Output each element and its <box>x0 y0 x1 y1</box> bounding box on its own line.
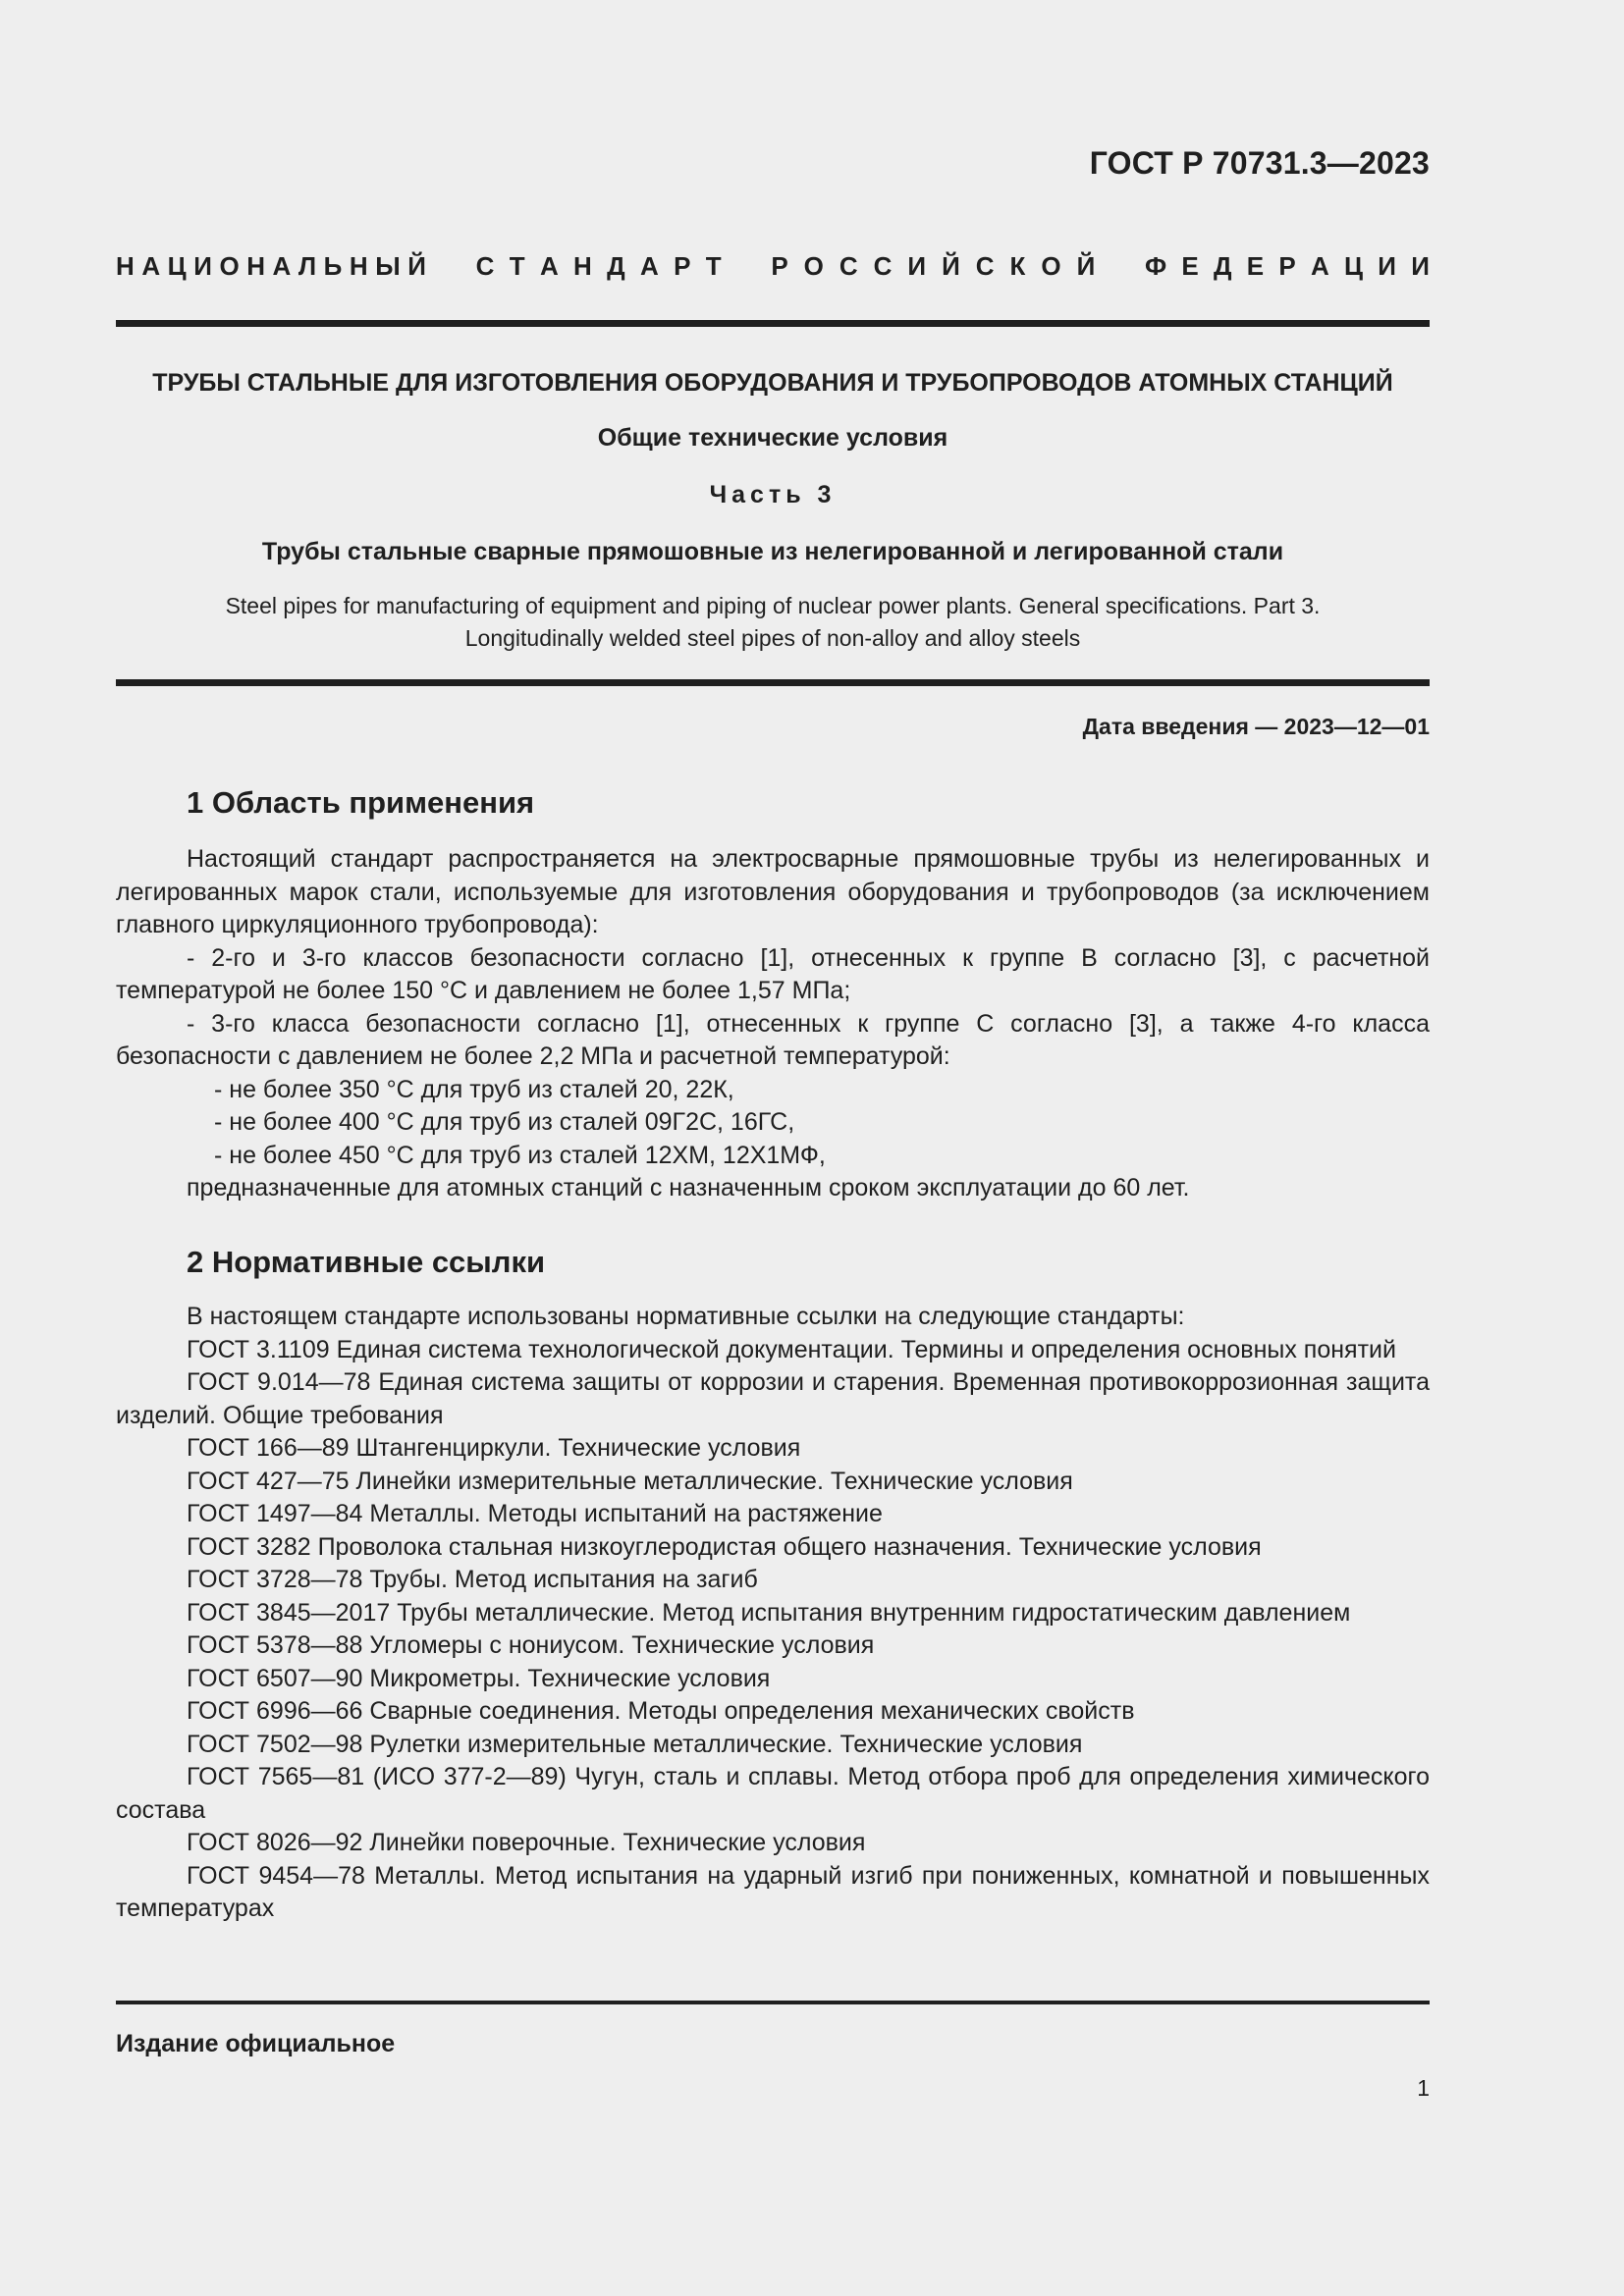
banner-letter: А <box>141 251 161 281</box>
document-id: ГОСТ Р 70731.3—2023 <box>1089 145 1430 181</box>
banner-letter: И <box>193 251 212 281</box>
banner-letter: Е <box>1246 251 1265 281</box>
banner-letter: Ц <box>167 251 187 281</box>
banner-letter: Й <box>1076 251 1096 281</box>
title-rule <box>116 679 1430 686</box>
english-title-text: Steel pipes for manufacturing of equipment and piping of nuclear power plants. General specifications. Part 3. Longitudinally welded steel pipes of non-alloy and alloy steels <box>225 593 1321 651</box>
banner-letter: С <box>839 251 858 281</box>
banner-letter: И <box>907 251 927 281</box>
english-title <box>116 590 1430 655</box>
banner-letter: Д <box>607 251 625 281</box>
section-1-heading: 1 Область применения <box>187 785 535 820</box>
banner-letter: Р <box>1278 251 1296 281</box>
banner-letter: Р <box>771 251 788 281</box>
paragraph: Настоящий стандарт распространяется на электросварные прямошовные трубы из нелегированных и легированных марок стали, используемые для изготовления оборудования и трубопроводов (за исключением главного циркуляционного трубопровода): <box>116 845 1430 938</box>
reference-item: ГОСТ 7502—98 Рулетки измерительные металлические. Технические условия <box>187 1730 1083 1758</box>
introduction-date: Дата введения — 2023—12—01 <box>1082 714 1430 739</box>
banner-letter: О <box>1041 251 1061 281</box>
banner-letter: Н <box>116 251 135 281</box>
banner-letter: Й <box>407 251 426 281</box>
banner-letter: Ц <box>1344 251 1364 281</box>
reference-item: ГОСТ 5378—88 Угломеры с нониусом. Технические условия <box>187 1631 875 1659</box>
part-label: Часть 3 <box>709 481 837 508</box>
list-item: - не более 400 °С для труб из сталей 09Г2С, 16ГС, <box>214 1108 795 1136</box>
banner-word <box>476 251 722 282</box>
banner-letter: А <box>539 251 559 281</box>
banner-letter: Т <box>705 251 722 281</box>
banner-letter: Л <box>298 251 317 281</box>
banner-word <box>1145 251 1430 282</box>
standard-title: ТРУБЫ СТАЛЬНЫЕ ДЛЯ ИЗГОТОВЛЕНИЯ ОБОРУДОВАНИЯ И ТРУБОПРОВОДОВ АТОМНЫХ СТАНЦИЙ <box>152 369 1393 397</box>
paragraph: В настоящем стандарте использованы нормативные ссылки на следующие стандарты: <box>187 1303 1185 1330</box>
reference-item: ГОСТ 7565—81 (ИСО 377-2—89) Чугун, сталь и сплавы. Метод отбора проб для определения химического состава <box>116 1763 1430 1824</box>
header-rule <box>116 320 1430 327</box>
reference-item: ГОСТ 9454—78 Металлы. Метод испытания на ударный изгиб при пониженных, комнатной и повышенных температурах <box>116 1861 1430 1922</box>
banner-letter: Ф <box>1144 251 1167 281</box>
reference-item: ГОСТ 427—75 Линейки измерительные металлические. Технические условия <box>187 1467 1073 1495</box>
banner-letter: И <box>1411 251 1430 281</box>
paragraph: предназначенные для атомных станций с назначенным сроком эксплуатации до 60 лет. <box>187 1174 1190 1201</box>
banner-letter: Н <box>349 251 368 281</box>
banner-letter: К <box>1009 251 1026 281</box>
banner-letter: А <box>639 251 659 281</box>
official-edition-label: Издание официальное <box>116 2030 396 2057</box>
reference-item: ГОСТ 6996—66 Сварные соединения. Методы определения механических свойств <box>187 1697 1135 1725</box>
banner-letter: Ь <box>323 251 343 281</box>
page-number: 1 <box>1417 2075 1430 2101</box>
section-2-body <box>116 1301 1430 1926</box>
banner-letter: С <box>475 251 495 281</box>
footer-rule <box>116 2001 1430 2004</box>
banner-letter: И <box>1378 251 1396 281</box>
banner-word <box>771 251 1095 282</box>
banner-letter: О <box>803 251 824 281</box>
list-item: - не более 350 °С для труб из сталей 20, 22К, <box>214 1075 734 1103</box>
reference-item: ГОСТ 6507—90 Микрометры. Технические условия <box>187 1664 771 1692</box>
banner-letter: А <box>272 251 292 281</box>
banner-letter: Н <box>573 251 592 281</box>
reference-item: ГОСТ 3282 Проволока стальная низкоуглеродистая общего назначения. Технические условия <box>187 1532 1262 1561</box>
section-2-heading: 2 Нормативные ссылки <box>187 1245 546 1279</box>
reference-item: ГОСТ 3728—78 Трубы. Метод испытания на загиб <box>187 1566 758 1593</box>
reference-item: ГОСТ 1497—84 Металлы. Методы испытаний на растяжение <box>187 1500 883 1527</box>
list-item: - 2-го и 3-го классов безопасности согласно [1], отнесенных к группе В согласно [3], с расчетной температурой не более 150 °С и давлением не более 1,57 МПа; <box>116 943 1430 1004</box>
banner-letter: Т <box>509 251 525 281</box>
banner-letter: А <box>1310 251 1329 281</box>
section-1-body <box>116 843 1430 1205</box>
part-title: Трубы стальные сварные прямошовные из нелегированной и легированной стали <box>261 538 1284 565</box>
banner-letter: Д <box>1214 251 1232 281</box>
banner-letter: Ы <box>375 251 401 281</box>
banner-letter: Н <box>246 251 265 281</box>
reference-item: ГОСТ 3845—2017 Трубы металлические. Метод испытания внутренним гидростатическим давлением <box>187 1598 1351 1627</box>
reference-item: ГОСТ 166—89 Штангенциркули. Технические условия <box>187 1434 801 1462</box>
standard-subtitle: Общие технические условия <box>597 424 948 452</box>
reference-item: ГОСТ 3.1109 Единая система технологической документации. Термины и определения основных понятий <box>187 1335 1396 1363</box>
banner-letter: Р <box>674 251 691 281</box>
list-item: - не более 450 °С для труб из сталей 12ХМ, 12Х1МФ, <box>214 1141 826 1169</box>
banner-letter: О <box>219 251 240 281</box>
reference-item: ГОСТ 9.014—78 Единая система защиты от коррозии и старения. Временная противокоррозионная защита изделий. Общие требования <box>116 1368 1430 1429</box>
banner-letter: С <box>975 251 995 281</box>
banner-letter: Е <box>1181 251 1199 281</box>
national-standard-banner <box>116 251 1430 282</box>
banner-word <box>116 251 426 282</box>
banner-letter: Й <box>942 251 960 281</box>
reference-item: ГОСТ 8026—92 Линейки поверочные. Технические условия <box>187 1829 866 1856</box>
banner-letter: С <box>873 251 893 281</box>
list-item: - 3-го класса безопасности согласно [1], отнесенных к группе С согласно [3], а также 4-го класса безопасности с давлением не более 2,2 МПа и расчетной температурой: <box>116 1009 1430 1070</box>
